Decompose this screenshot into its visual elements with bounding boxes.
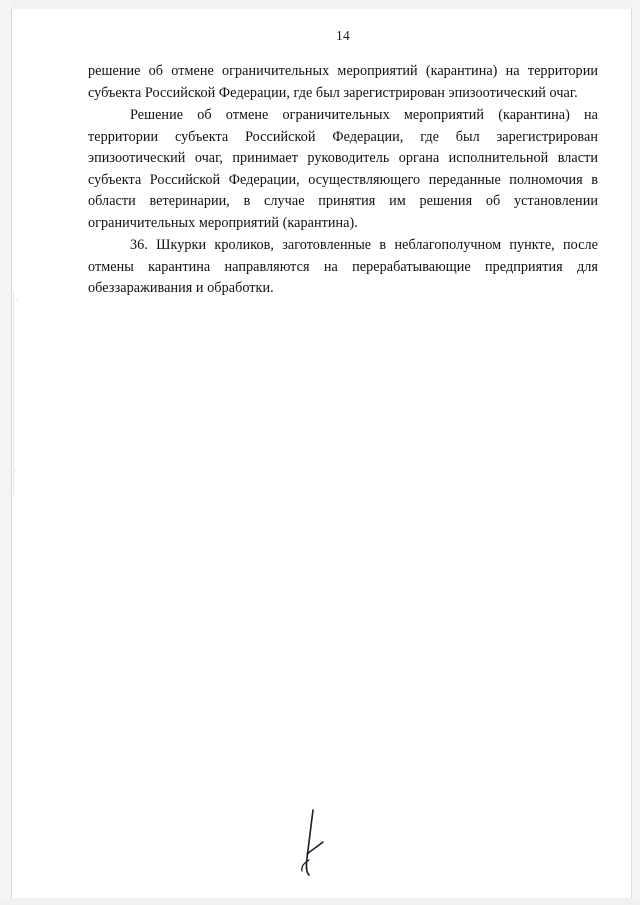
paragraph-1: решение об отмене ограничительных мероприятий (карантина) на территории субъекта Российской Федерации, где был зарегистрирован эпизоотический очаг. [88, 63, 598, 101]
paragraph-3: 36. Шкурки кроликов, заготовленные в неблагополучном пункте, после отмены карантина направляются на перерабатывающие предприятия для обеззараживания и обработки. [88, 237, 598, 296]
scan-edge-top [0, 0, 640, 9]
scan-speck [16, 300, 17, 301]
paragraph-2: Решение об отмене ограничительных мероприятий (карантина) на территории субъекта Российской Федерации, где был зарегистрирован эпизоотический очаг, принимает руководитель органа исполнительной власти субъекта Российской Федерации, осуществляющего переданные полномочия в области ветеринарии, в случае принятия им решения об установлении ограничительных мероприятий (карантина). [88, 107, 598, 231]
page-number: 14 [335, 28, 351, 43]
scan-artifact-line [13, 290, 14, 495]
scan-edge-right [632, 0, 640, 905]
page-border-left [11, 9, 12, 898]
scan-speck [15, 470, 16, 471]
handwritten-signature [293, 808, 353, 878]
page-content [88, 28, 598, 300]
scan-edge-bottom [0, 898, 640, 905]
page-border-right [631, 9, 632, 898]
scan-edge-left [0, 0, 11, 905]
